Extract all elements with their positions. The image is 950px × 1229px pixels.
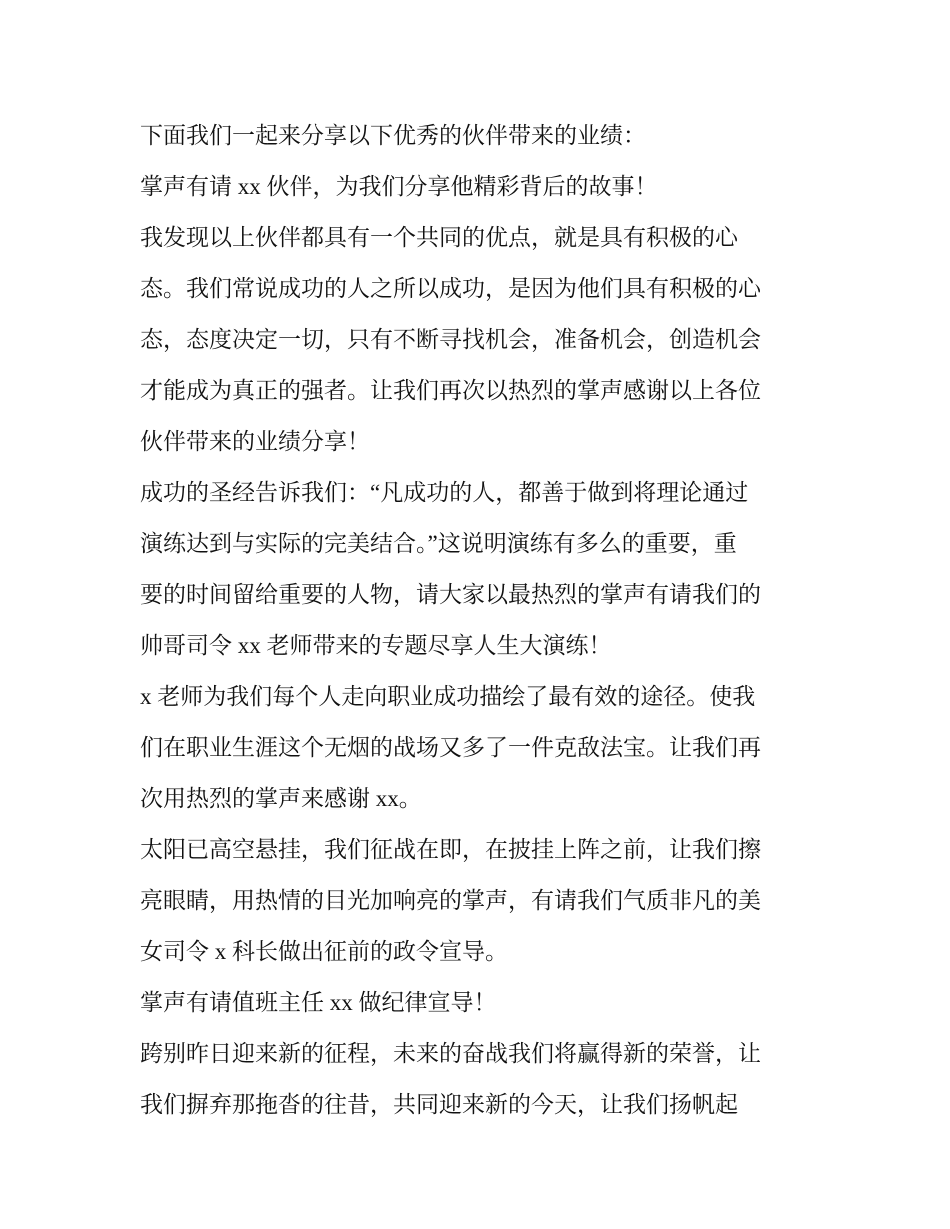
text-line: 态，态度决定一切，只有不断寻找机会，准备机会，创造机会 [140, 327, 761, 352]
text-line: 太阳已高空悬挂，我们征战在即，在披挂上阵之前，让我们擦 [140, 837, 761, 862]
text-line: 要的时间留给重要的人物，请大家以最热烈的掌声有请我们的 [140, 582, 761, 607]
text-line: 我们摒弃那拖沓的往昔，共同迎来新的今天，让我们扬帆起 [140, 1092, 738, 1117]
document-body [140, 110, 820, 1130]
text-line: 掌声有请 xx 伙伴，为我们分享他精彩背后的故事！ [140, 174, 658, 199]
text-line: 我发现以上伙伴都具有一个共同的优点，就是具有积极的心 [140, 225, 738, 250]
text-line: 女司令 x 科长做出征前的政令宣导。 [140, 939, 508, 964]
text-line: 伙伴带来的业绩分享！ [140, 429, 370, 454]
text-line: 次用热烈的掌声来感谢 xx。 [140, 786, 422, 811]
text-line: 下面我们一起来分享以下优秀的伙伴带来的业绩： [140, 123, 646, 148]
text-line: 们在职业生涯这个无烟的战场又多了一件克敌法宝。让我们再 [140, 735, 761, 760]
text-line: 成功的圣经告诉我们：“凡成功的人，都善于做到将理论通过 [140, 480, 749, 505]
text-line: 掌声有请值班主任 xx 做纪律宣导！ [140, 990, 497, 1015]
text-line: 演练达到与实际的完美结合。”这说明演练有多么的重要，重 [140, 531, 737, 556]
text-line: 才能成为真正的强者。让我们再次以热烈的掌声感谢以上各位 [140, 378, 761, 403]
text-line: 跨别昨日迎来新的征程，未来的奋战我们将赢得新的荣誉，让 [140, 1041, 761, 1066]
text-line: 帅哥司令 xx 老师带来的专题尽享人生大演练！ [140, 633, 612, 658]
text-line: 亮眼睛，用热情的目光加响亮的掌声，有请我们气质非凡的美 [140, 888, 761, 913]
text-line: 态。我们常说成功的人之所以成功，是因为他们具有积极的心 [140, 276, 761, 301]
text-line: x 老师为我们每个人走向职业成功描绘了最有效的途径。使我 [140, 684, 756, 709]
